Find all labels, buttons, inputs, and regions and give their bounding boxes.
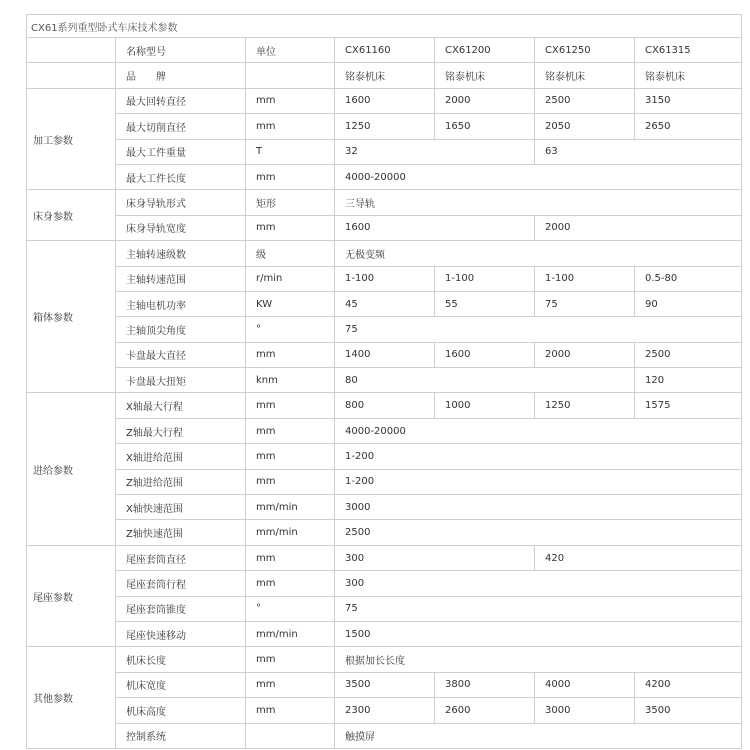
- cell-value: 3000: [335, 495, 742, 520]
- cell-value: 4000: [535, 672, 635, 697]
- header-model: CX61160: [335, 38, 435, 63]
- param-unit: mm: [246, 88, 335, 113]
- table-row: [27, 63, 742, 88]
- param-name: 最大工件重量: [116, 139, 246, 164]
- cell-value: 1250: [335, 114, 435, 139]
- param-unit: mm: [246, 164, 335, 189]
- param-name: 床身导轨宽度: [116, 215, 246, 240]
- cell-value: 63: [535, 139, 742, 164]
- param-name: 床身导轨形式: [116, 190, 246, 215]
- param-name: 机床长度: [116, 647, 246, 672]
- param-name: X轴进给范围: [116, 444, 246, 469]
- cell-value: 1600: [435, 342, 535, 367]
- table-row: [27, 571, 742, 596]
- cell-value: 2500: [635, 342, 742, 367]
- cell-value: 90: [635, 291, 742, 316]
- cell-value: 2000: [535, 215, 742, 240]
- table-row: [27, 647, 742, 672]
- cell-value: 75: [535, 291, 635, 316]
- param-name: Z轴进给范围: [116, 469, 246, 494]
- param-name: 卡盘最大直径: [116, 342, 246, 367]
- cell-value: 120: [635, 368, 742, 393]
- param-name: 主轴转速范围: [116, 266, 246, 291]
- cell-value: 触摸屏: [335, 723, 742, 748]
- cell-value: 1500: [335, 621, 742, 646]
- param-name: 最大工件长度: [116, 164, 246, 189]
- table-row: [27, 215, 742, 240]
- table-row: [27, 495, 742, 520]
- cell-value: 800: [335, 393, 435, 418]
- param-name: 控制系统: [116, 723, 246, 748]
- cell-value: 1-100: [335, 266, 435, 291]
- param-unit: mm: [246, 114, 335, 139]
- param-unit: mm: [246, 672, 335, 697]
- param-unit: mm: [246, 647, 335, 672]
- cell-value: 无极变频: [335, 241, 742, 266]
- cell-value: 1-200: [335, 469, 742, 494]
- group-label: 尾座参数: [27, 545, 116, 647]
- table-row: [27, 545, 742, 570]
- table-row: [27, 368, 742, 393]
- cell-value: 3150: [635, 88, 742, 113]
- param-unit: 级: [246, 241, 335, 266]
- param-name: 机床高度: [116, 698, 246, 723]
- cell-value: 1400: [335, 342, 435, 367]
- param-unit: mm: [246, 545, 335, 570]
- table-row: [27, 723, 742, 748]
- table-row: [27, 520, 742, 545]
- table-row: [27, 164, 742, 189]
- cell-value: 铭泰机床: [635, 63, 742, 88]
- header-name: 名称型号: [116, 38, 246, 63]
- cell-value: 4000-20000: [335, 164, 742, 189]
- header-model: CX61250: [535, 38, 635, 63]
- cell-value: 2500: [335, 520, 742, 545]
- param-name: X轴快速范围: [116, 495, 246, 520]
- header-model: CX61315: [635, 38, 742, 63]
- table-row: [27, 698, 742, 723]
- table-row: [27, 418, 742, 443]
- param-name: 主轴电机功率: [116, 291, 246, 316]
- param-unit: mm: [246, 418, 335, 443]
- cell-value: 420: [535, 545, 742, 570]
- cell-value: 300: [335, 571, 742, 596]
- param-unit: mm: [246, 571, 335, 596]
- cell-value: 2500: [535, 88, 635, 113]
- table-row: [27, 317, 742, 342]
- param-unit: mm/min: [246, 621, 335, 646]
- cell-value: 1250: [535, 393, 635, 418]
- param-unit: °: [246, 596, 335, 621]
- cell-value: 2600: [435, 698, 535, 723]
- cell-value: 3800: [435, 672, 535, 697]
- cell-value: 铭泰机床: [435, 63, 535, 88]
- cell-value: 2300: [335, 698, 435, 723]
- table-row: [27, 596, 742, 621]
- param-name: 主轴转速级数: [116, 241, 246, 266]
- param-unit: mm: [246, 469, 335, 494]
- cell-value: 3500: [635, 698, 742, 723]
- param-unit: 矩形: [246, 190, 335, 215]
- param-name: 机床宽度: [116, 672, 246, 697]
- table-header-row: [27, 38, 742, 63]
- param-name: 尾座快速移动: [116, 621, 246, 646]
- param-unit: mm: [246, 444, 335, 469]
- cell-value: 1600: [335, 215, 535, 240]
- table-row: [27, 190, 742, 215]
- cell-value: 铭泰机床: [535, 63, 635, 88]
- header-unit: 单位: [246, 38, 335, 63]
- cell-value: 0.5-80: [635, 266, 742, 291]
- cell-value: 1-100: [535, 266, 635, 291]
- table-row: [27, 266, 742, 291]
- table-row: [27, 88, 742, 113]
- cell-value: 根据加长长度: [335, 647, 742, 672]
- param-name: Z轴最大行程: [116, 418, 246, 443]
- param-unit: r/min: [246, 266, 335, 291]
- cell-value: 300: [335, 545, 535, 570]
- cell-value: 1-100: [435, 266, 535, 291]
- cell-value: 55: [435, 291, 535, 316]
- table-row: [27, 621, 742, 646]
- param-unit: T: [246, 139, 335, 164]
- param-name: 品 牌: [116, 63, 246, 88]
- cell-value: 80: [335, 368, 635, 393]
- spec-table-container: [26, 14, 741, 749]
- param-name: 卡盘最大扭矩: [116, 368, 246, 393]
- group-label: 床身参数: [27, 190, 116, 241]
- param-name: 最大切削直径: [116, 114, 246, 139]
- table-row: [27, 241, 742, 266]
- cell-value: 3500: [335, 672, 435, 697]
- cell-value: 三导轨: [335, 190, 742, 215]
- table-title: CX61系列重型卧式车床技术参数: [27, 15, 742, 38]
- cell-value: 2650: [635, 114, 742, 139]
- spec-table: [26, 14, 742, 749]
- table-row: [27, 469, 742, 494]
- param-unit: mm: [246, 698, 335, 723]
- cell-value: 1000: [435, 393, 535, 418]
- param-unit: °: [246, 317, 335, 342]
- param-unit: mm: [246, 342, 335, 367]
- table-row: [27, 114, 742, 139]
- cell-value: 1-200: [335, 444, 742, 469]
- param-unit: mm: [246, 393, 335, 418]
- param-name: Z轴快速范围: [116, 520, 246, 545]
- cell-value: 2050: [535, 114, 635, 139]
- param-name: 主轴顶尖角度: [116, 317, 246, 342]
- param-name: 尾座套筒锥度: [116, 596, 246, 621]
- cell-value: 1600: [335, 88, 435, 113]
- cell-value: 45: [335, 291, 435, 316]
- param-unit: mm: [246, 215, 335, 240]
- param-name: 最大回转直径: [116, 88, 246, 113]
- cell-value: 75: [335, 317, 742, 342]
- group-label: 进给参数: [27, 393, 116, 545]
- param-unit: knm: [246, 368, 335, 393]
- table-row: [27, 444, 742, 469]
- cell-value: 2000: [435, 88, 535, 113]
- cell-value: 75: [335, 596, 742, 621]
- group-label: 箱体参数: [27, 241, 116, 393]
- group-label: 加工参数: [27, 88, 116, 190]
- param-name: X轴最大行程: [116, 393, 246, 418]
- param-name: 尾座套筒行程: [116, 571, 246, 596]
- param-unit: mm/min: [246, 520, 335, 545]
- header-model: CX61200: [435, 38, 535, 63]
- cell-value: 1650: [435, 114, 535, 139]
- param-unit: [246, 723, 335, 748]
- cell-value: 2000: [535, 342, 635, 367]
- group-label: 其他参数: [27, 647, 116, 749]
- table-row: [27, 393, 742, 418]
- cell-value: 4000-20000: [335, 418, 742, 443]
- cell-value: 1575: [635, 393, 742, 418]
- table-row: [27, 342, 742, 367]
- cell-value: 4200: [635, 672, 742, 697]
- param-name: 尾座套筒直径: [116, 545, 246, 570]
- cell-value: 3000: [535, 698, 635, 723]
- table-row: [27, 672, 742, 697]
- cell-value: 32: [335, 139, 535, 164]
- param-unit: mm/min: [246, 495, 335, 520]
- param-unit: KW: [246, 291, 335, 316]
- table-row: [27, 291, 742, 316]
- table-row: [27, 139, 742, 164]
- cell-value: 铭泰机床: [335, 63, 435, 88]
